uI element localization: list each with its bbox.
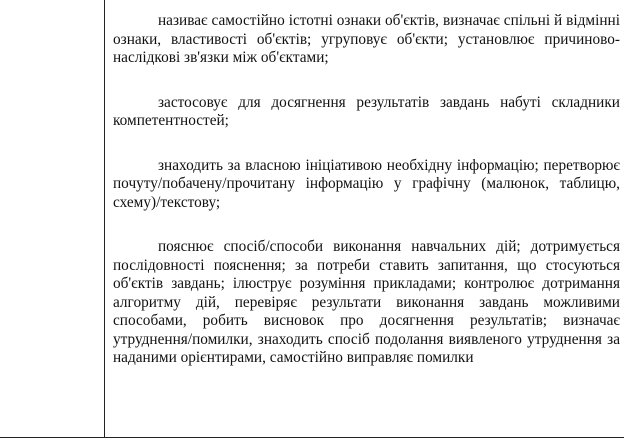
table-column-divider (104, 0, 105, 437)
table-cell-content (113, 12, 620, 368)
table-row-bottom-border (0, 437, 624, 438)
paragraph-explains-methods: пояснює спосіб/способи виконання навчальних дій; дотримується послідовності пояснення; за потреби ставить запитання, що стосуються об'єктів завдань; ілюструє розуміння прикладами; контролює дотримання алгоритму дій, перевіряє результати виконання завдань можливими способами, робить висновок про досягнення результатів; визначає утруднення/помилки, знаходить спосіб подолання виявленого утруднення за наданими орієнтирами, самостійно виправляє помилки (113, 238, 620, 366)
paragraph-applies-competencies: застосовує для досягнення результатів завдань набуті складники компетентностей; (113, 93, 620, 129)
paragraph-finds-information: знаходить за власною ініціативою необхідну інформацію; перетворює почуту/побачену/прочитану інформацію у графічну (малюнок, таблицю, схему)/текстову; (113, 156, 620, 211)
paragraph-identifies-features: називає самостійно істотні ознаки об'єктів, визначає спільні й відмінні ознаки, властивості об'єктів; угруповує об'єкти; установлює причиново-наслідкові зв'язки між об'єктами; (113, 12, 620, 66)
